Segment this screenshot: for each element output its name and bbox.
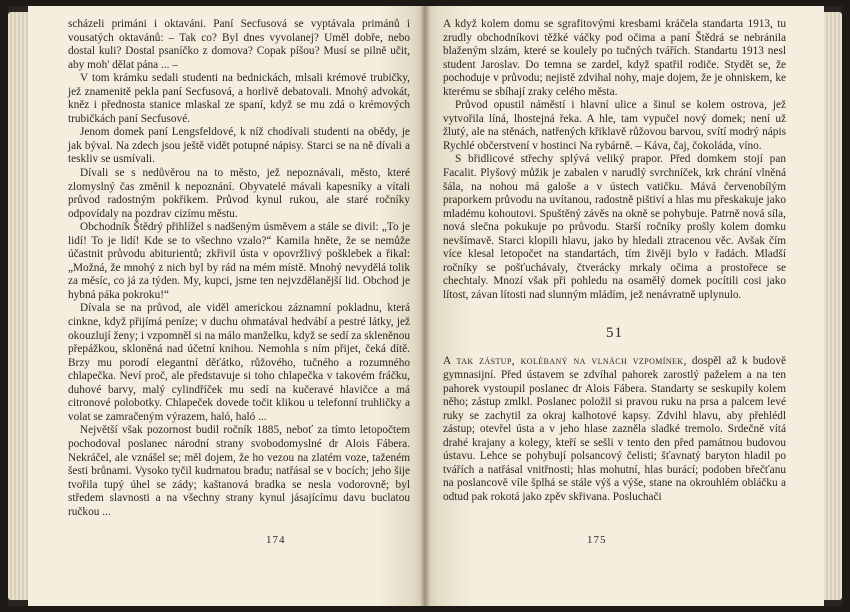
page-number-right: 175 [587, 534, 607, 546]
chapter-opening-text: dospěl až k budově gymnasijní. Před ústavem se zdvíhal pahorek zarostlý paželem a na ten pahorek vystoupil poslanec dr Alois Fábera. Standarty se seskupily kolem něho; zástup zmlkl. Poslanec položil si pravou ruku na prsa a palcem levé ruky se zachytil za okraj kalhotové kapsy. Zdvihl hlavu, aby přehlédl zástup; otevřel ústa a v jeho hlase zazněla sladké tremolo. Srdečně vítá drahé krajany a kolegy, kteří se sešli v tento den před památnou budovou ústavu. Lehce se pohybují polsancový čelisti; šťavnatý baryton hladil po tvářích a natřásal vnitřnosti; hlas mohutní, hlas burácí; podoben břečťanu na poslancově víle šplhá se stále výš a výše, stane na okrouhlém obláčku a odtud pak rokotá jako zpěv skřivana. Posluchači [443, 355, 786, 503]
paragraph: Obchodník Štědrý přihlížel s nadšeným úsměvem a stále se divil: „To je lidí! To je lidí! Kde se to všechno vzalo?“ Kamila hněte, že se nemůže účastnit průvodu abiturientů; zkřivil ústa v opovržlivý pošklebek a řikal: „Možná, že mnohý z nich byl by rád na mém místě. Mnohý nevydělá tolik za měsíc, co já za týden. My, kupci, jsme ten nejvzdělanější lid. Obchod je hybná páka pokroku!“ [68, 221, 410, 301]
paragraph: Jenom domek paní Lengsfeldové, k níž chodívali studenti na obědy, je jak býval. Na zdech jsou ještě vidět potupné nápisy. Starci se na ně dívali a teskliv se usmívali. [68, 126, 410, 166]
left-page [28, 6, 425, 606]
paragraph: V tom krámku sedali studenti na bednickách, mlsali krémové trubičky, jež znamenitě pekla paní Secfusová, a horlivě debatovali. Mnohý advokát, kněz i přednosta stanice mlaskal ze spaní, když se mu zdá o krémových trubičkách paní Secfusové. [68, 72, 410, 125]
left-page-edges [8, 12, 28, 600]
paragraph: Největší však pozornost budil ročník 1885, neboť za tímto letopočtem pochodoval poslanec národní strany svobodomyslné dr Alois Fábera. Nekráčel, ale vznášel se; měl dojem, že ho vezou na zlatém voze, taženém šesti brůnami. Vysoko tyčil kudrnatou bradu; natřásal se v bocích; jeho šije tvořila tupý úhel se zády; kaštanová bradka se nesla vodorovně; byl středem slavnosti a na všechny strany kynul jásajícímu davu buclatou ručkou ... [68, 424, 410, 518]
open-book [8, 6, 842, 606]
paragraph: A když kolem domu se sgrafitovými kresbami kráčela standarta 1913, tu zrudly obchodníkovi těžké váčky pod očima a paní Štědrá se nebránila blaženým slzám, které se koulely po tučných tvářích. Standartu 1913 nesl student Jaroslav. Do temna se zardel, když spatřil rodiče. Stydět se, že pochoduje v průvodu; nejistě zdvihal nohy, maje dojem, že je ohniskem, ke kterému se sbíhají zraky celého města. [443, 18, 786, 98]
chapter-number: 51 [606, 325, 623, 342]
book-gutter [420, 6, 430, 606]
paragraph: Dívala se na průvod, ale viděl americkou záznamní pokladnu, která cinkne, když přijímá peníze; v duchu ohmatával hedvábí a pestré látky, jež okouzlují ženy; i vzpomněl si na málo manželku, když se sedí za skleněnou přepážkou, skloněná nad účetní knihou. Nemohla s ním přijet, čeká dítě. Brzy mu porodí elegantní děťátko, růžového, tučného a rozumného chlapečka. Neví proč, ale představuje si toho chlapečka v takovém fráčku, duhové barvy, malý cylindříček mu sedí na kučeravé hlavičce a má citronové polobotky. Chlapeček dovede točit klikou u telefonní truhličky a volat se zamračeným výrazem, haló, haló ... [68, 302, 410, 423]
paragraph: scházeli primáni i oktaváni. Paní Secfusová se vyptávala primánů i vousatých oktavánů: – Tak co? Byl dnes vyvolanej? Uměl dobře, nebo dostal kuli? Dostal psaníčko z domova? Copak píšou? Musí se pilně učit, aby moh' dělat pána ... – [68, 18, 410, 71]
chapter-opening-paragraph [443, 355, 786, 504]
page-number-left: 174 [266, 534, 286, 546]
right-page-text [443, 18, 786, 505]
paragraph: Průvod opustil náměstí i hlavní ulice a šinul se kolem ostrova, jež vytvořila líná, lhostejná řeka. A hle, tam vypučel nový domek; není už žlutý, ale na stěnách, natřených křiklavě růžovou barvou, svítí modrý nápis Rychlé občerstvení v hostinci Na rybárně. – Káva, čaj, čokoláda, víno. [443, 99, 786, 152]
paragraph: S břidlicové střechy splývá veliký prapor. Před domkem stojí pan Facalit. Plyšový můžik je zabalen v narudlý svrchníček, krk chrání vlněná šála, na nohou má galoše a v ústech vatičku. Mává červenobílým praporkem průvodu na uvítanou, radostně pištiví a hlas mu přeskakuje jako mladému kohoutovi. Spuštěný závěs na okně se pohybuje. Patrně nová síla, nová slečna pokukuje po průvodu. Starší ročníky prošly kolem domku nevšímavě. Starci klopili hlavu, jako by hledali ztracenou věc. Avšak čím více klesal letopočet na standartách, tím živěji bylo v řadách. Mladší ročníky se pošťuchávaly, čtverácky mrkaly očima a prostořece se chechtaly. Mnozí však při pohledu na osamělý domek pocítili cosi jako lítost, závan lítosti nad slunným mládím, jež nenávratně uplynulo. [443, 153, 786, 301]
paragraph: Dívali se s nedůvěrou na to město, jež nepoznávali, město, které zlomyslný čas změnil k nepoznání. Obyvatelé mávali kapesníky a vítali průvod radostným pokřikem. Průvod kynul rukou, ale staré ročníky odpovídaly na pozdrav cizímu městu. [68, 167, 410, 220]
chapter-opening-lead: A tak zástup, kolébaný na vlnách vzpomínek, [443, 355, 687, 368]
right-page [425, 6, 824, 606]
right-page-edges [824, 12, 842, 600]
left-page-text [68, 18, 410, 519]
